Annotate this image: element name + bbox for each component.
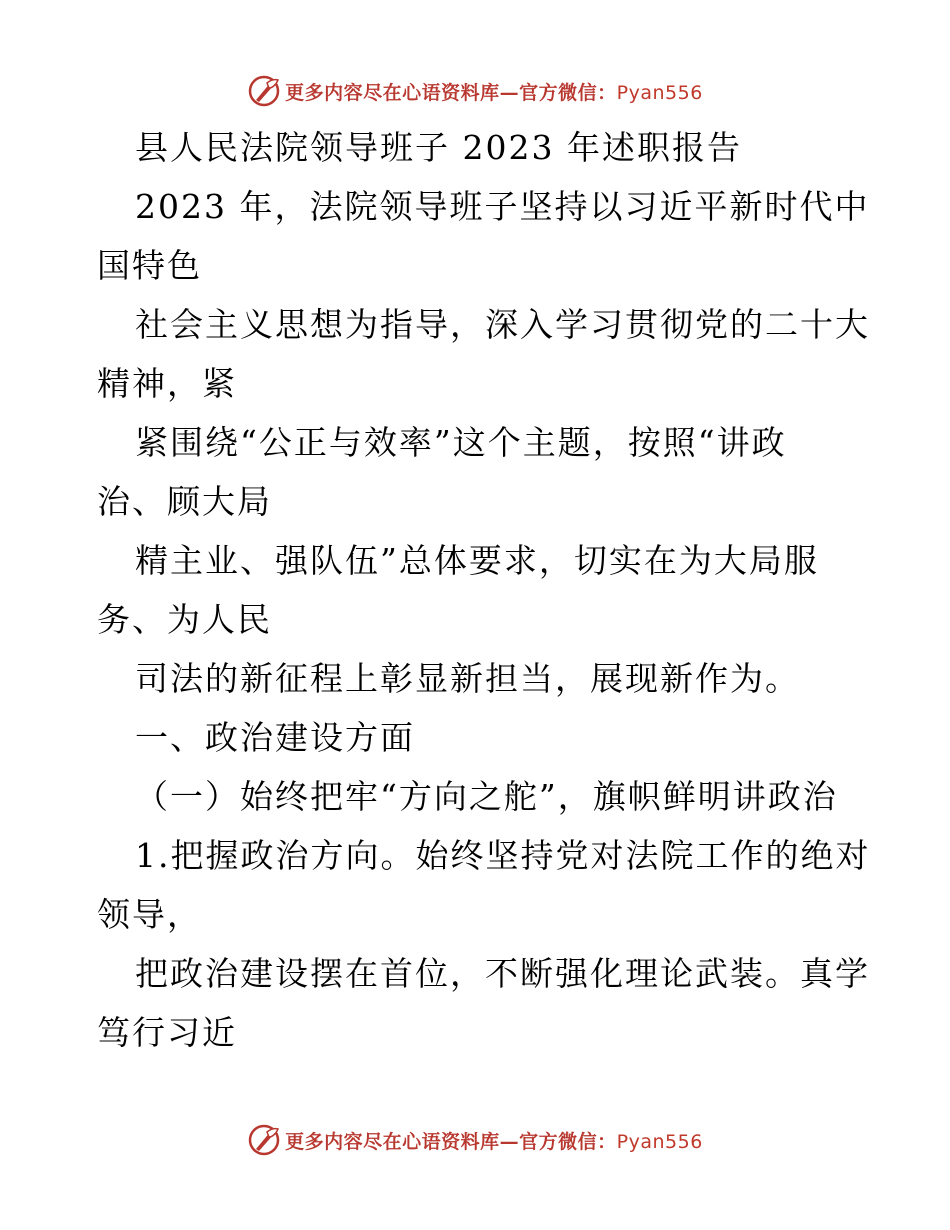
text-line: 领导， (97, 895, 202, 934)
quill-logo-icon (247, 1123, 281, 1157)
text-line: 国特色 (97, 246, 202, 285)
text-line: 务、为人民 (97, 600, 272, 639)
watermark-text: 更多内容尽在心语资料库—官方微信：Pyan556 (285, 1130, 703, 1153)
text-line: 县人民法院领导班子 2023 年述职报告 (135, 128, 742, 167)
text-line: （一）始终把牢“方向之舵”，旗帜鲜明讲政治 (135, 777, 838, 816)
header-watermark (0, 73, 950, 109)
text-line: 紧围绕“公正与效率”这个主题，按照“讲政 (135, 423, 787, 462)
text-line: 1.把握政治方向。始终坚持党对法院工作的绝对 (135, 836, 871, 875)
quill-logo-icon (247, 74, 281, 108)
text-line: 2023 年，法院领导班子坚持以习近平新时代中 (135, 187, 870, 226)
text-line: 治、顾大局 (97, 482, 272, 521)
text-line: 把政治建设摆在首位，不断强化理论武装。真学 (135, 954, 870, 993)
text-line: 一、政治建设方面 (135, 718, 415, 757)
text-line: 司法的新征程上彰显新担当，展现新作为。 (135, 659, 800, 698)
text-line: 精神，紧 (97, 364, 237, 403)
footer-watermark (0, 1122, 950, 1158)
text-line: 社会主义思想为指导，深入学习贯彻党的二十大 (135, 305, 870, 344)
text-line: 精主业、强队伍”总体要求，切实在为大局服 (135, 541, 819, 580)
document-body (97, 118, 871, 1062)
watermark-text: 更多内容尽在心语资料库—官方微信：Pyan556 (285, 81, 703, 104)
text-line: 笃行习近 (97, 1013, 237, 1052)
